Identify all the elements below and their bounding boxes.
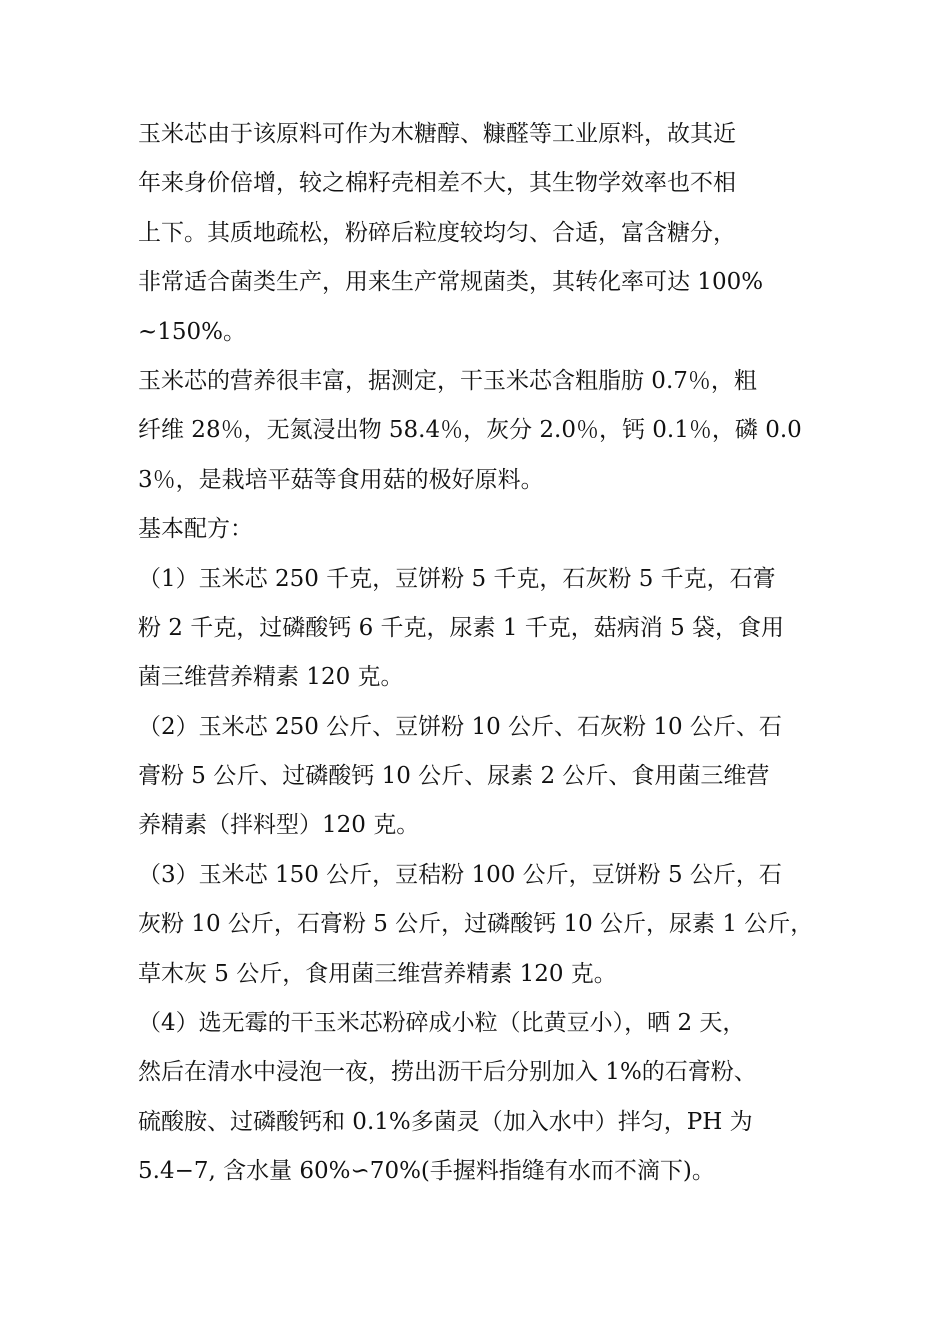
text-line-12: 菌三维营养精素 120 克。: [138, 664, 404, 691]
text-line-13: （2）玉米芯 250 公斤、豆饼粉 10 公斤、石灰粉 10 公斤、石: [138, 713, 782, 740]
text-line-5: ~150%。: [138, 318, 247, 345]
text-line-21: 硫酸胺、过磷酸钙和 0.1%多菌灵（加入水中）拌匀，PH 为: [138, 1108, 753, 1135]
text-line-16: （3）玉米芯 150 公斤，豆秸粉 100 公斤，豆饼粉 5 公斤，石: [138, 861, 782, 888]
text-line-7: 纤维 28％，无氮浸出物 58.4％，灰分 2.0％，钙 0.1％，磷 0.0: [138, 417, 802, 444]
text-line-6: 玉米芯的营养很丰富，据测定，干玉米芯含粗脂肪 0.7％，粗: [138, 367, 757, 394]
text-line-4: 非常适合菌类生产，用来生产常规菌类，其转化率可达 100%: [138, 269, 764, 296]
text-line-14: 膏粉 5 公斤、过磷酸钙 10 公斤、尿素 2 公斤、食用菌三维营: [138, 763, 770, 790]
text-line-3: 上下。其质地疏松，粉碎后粒度较均匀、合适，富含糖分，: [138, 219, 736, 246]
text-line-11: 粉 2 千克，过磷酸钙 6 千克，尿素 1 千克，菇病消 5 袋，食用: [138, 614, 785, 641]
text-line-15: 养精素（拌料型）120 克。: [138, 812, 420, 839]
document-body: [138, 110, 838, 1197]
text-line-17: 灰粉 10 公斤，石膏粉 5 公斤，过磷酸钙 10 公斤，尿素 1 公斤，: [138, 911, 814, 938]
text-line-1: 玉米芯由于该原料可作为木糖醇、糠醛等工业原料，故其近: [138, 121, 736, 147]
text-line-19: （4）选无霉的干玉米芯粉碎成小粒（比黄豆小），晒 2 天，: [138, 1010, 746, 1037]
text-line-9: 基本配方：: [138, 516, 253, 543]
text-line-22: 5.4−7, 含水量 60%∽70%(手握料指缝有水而不滴下)。: [138, 1158, 715, 1185]
text-line-18: 草木灰 5 公斤，食用菌三维营养精素 120 克。: [138, 960, 617, 987]
text-line-10: （1）玉米芯 250 千克，豆饼粉 5 千克，石灰粉 5 千克，石膏: [138, 565, 776, 592]
text-line-8: 3％，是栽培平菇等食用菇的极好原料。: [138, 466, 544, 493]
text-line-20: 然后在清水中浸泡一夜，捞出沥干后分别加入 1%的石膏粉、: [138, 1059, 757, 1086]
text-line-2: 年来身价倍增，较之棉籽壳相差不大，其生物学效率也不相: [138, 170, 736, 197]
